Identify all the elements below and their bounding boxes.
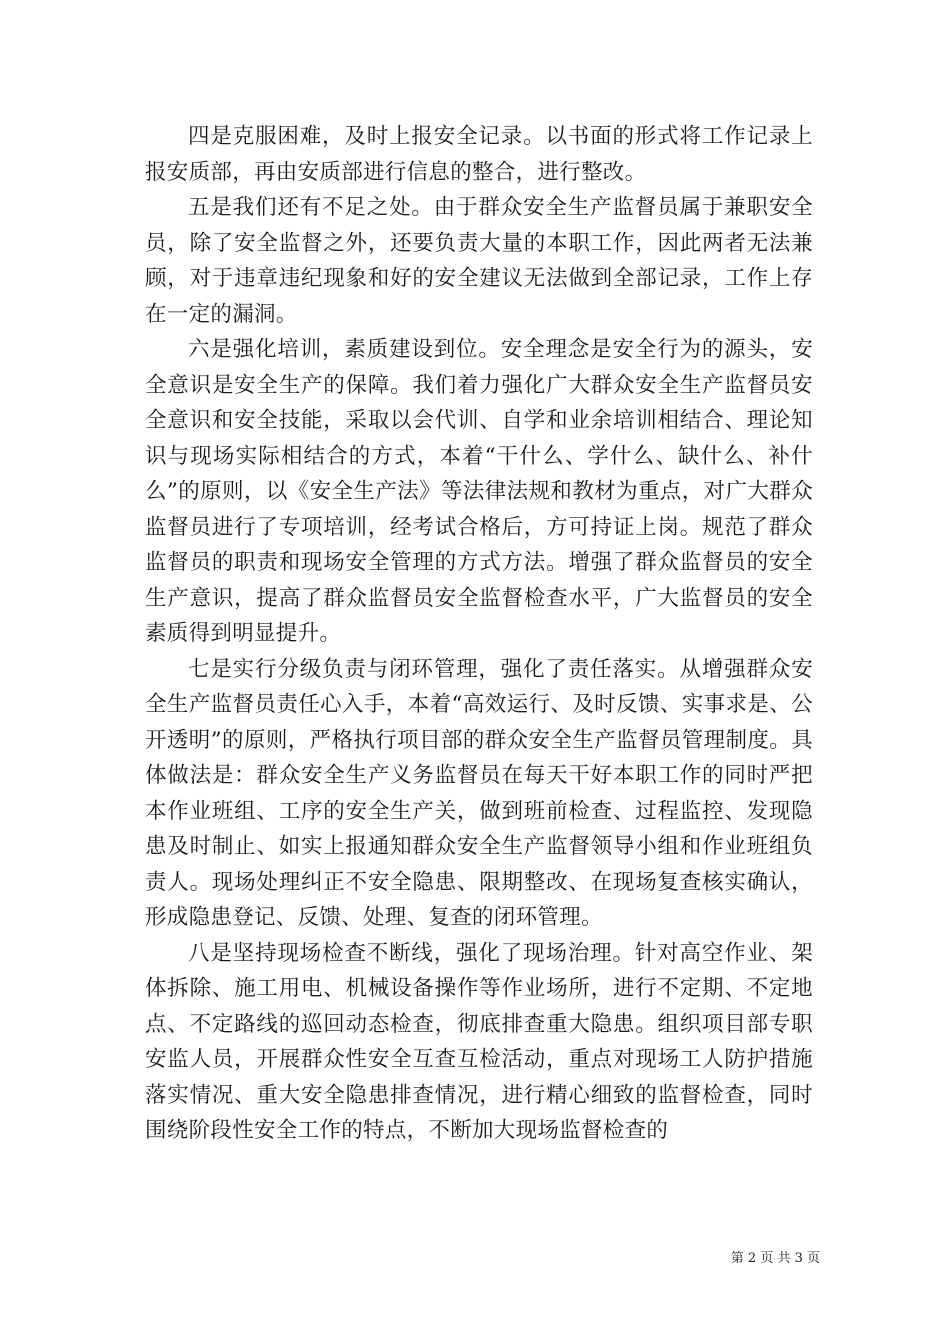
paragraph-6: 六是强化培训，素质建设到位。安全理念是安全行为的源头，安全意识是安全生产的保障。我们着力强化广大群众安全生产监督员安全意识和安全技能，采取以会代训、自学和业余培训相结合、理论知识与现场实际相结合的方式，本着“干什么、学什么、缺什么、补什么”的原则，以《安全生产法》等法律法规和教材为重点，对广大群众监督员进行了专项培训，经考试合格后，方可持证上岗。规范了群众监督员的职责和现场安全管理的方式方法。增强了群众监督员的安全生产意识，提高了群众监督员安全监督检查水平，广大监督员的安全素质得到明显提升。 (145, 337, 813, 646)
document-body (145, 119, 813, 1149)
paragraph-8: 八是坚持现场检查不断线，强化了现场治理。针对高空作业、架体拆除、施工用电、机械设备操作等作业场所，进行不定期、不定地点、不定路线的巡回动态检查，彻底排查重大隐患。组织项目部专职安监人员，开展群众性安全互查互检活动，重点对现场工人防护措施落实情况、重大安全隐患排查情况，进行精心细致的监督检查，同时围绕阶段性安全工作的特点，不断加大现场监督检查的 (145, 940, 813, 1143)
paragraph-7: 七是实行分级负责与闭环管理，强化了责任落实。从增强群众安全生产监督员责任心入手，本着“高效运行、及时反馈、实事求是、公开透明”的原则，严格执行项目部的群众安全生产监督员管理制度。具体做法是：群众安全生产义务监督员在每天干好本职工作的同时严把本作业班组、工序的安全生产关，做到班前检查、过程监控、发现隐患及时制止、如实上报通知群众安全生产监督领导小组和作业班组负责人。现场处理纠正不安全隐患、限期整改、在现场复查核实确认，形成隐患登记、反馈、处理、复查的闭环管理。 (145, 656, 813, 930)
paragraph-5: 五是我们还有不足之处。由于群众安全生产监督员属于兼职安全员，除了安全监督之外，还要负责大量的本职工作，因此两者无法兼顾，对于违章违纪现象和好的安全建议无法做到全部记录，工作上存在一定的漏洞。 (145, 195, 813, 327)
paragraph-4: 四是克服困难，及时上报安全记录。以书面的形式将工作记录上报安质部，再由安质部进行信息的整合，进行整改。 (145, 124, 813, 185)
page-number: 第 2 页 共 3 页 (730, 1251, 820, 1266)
